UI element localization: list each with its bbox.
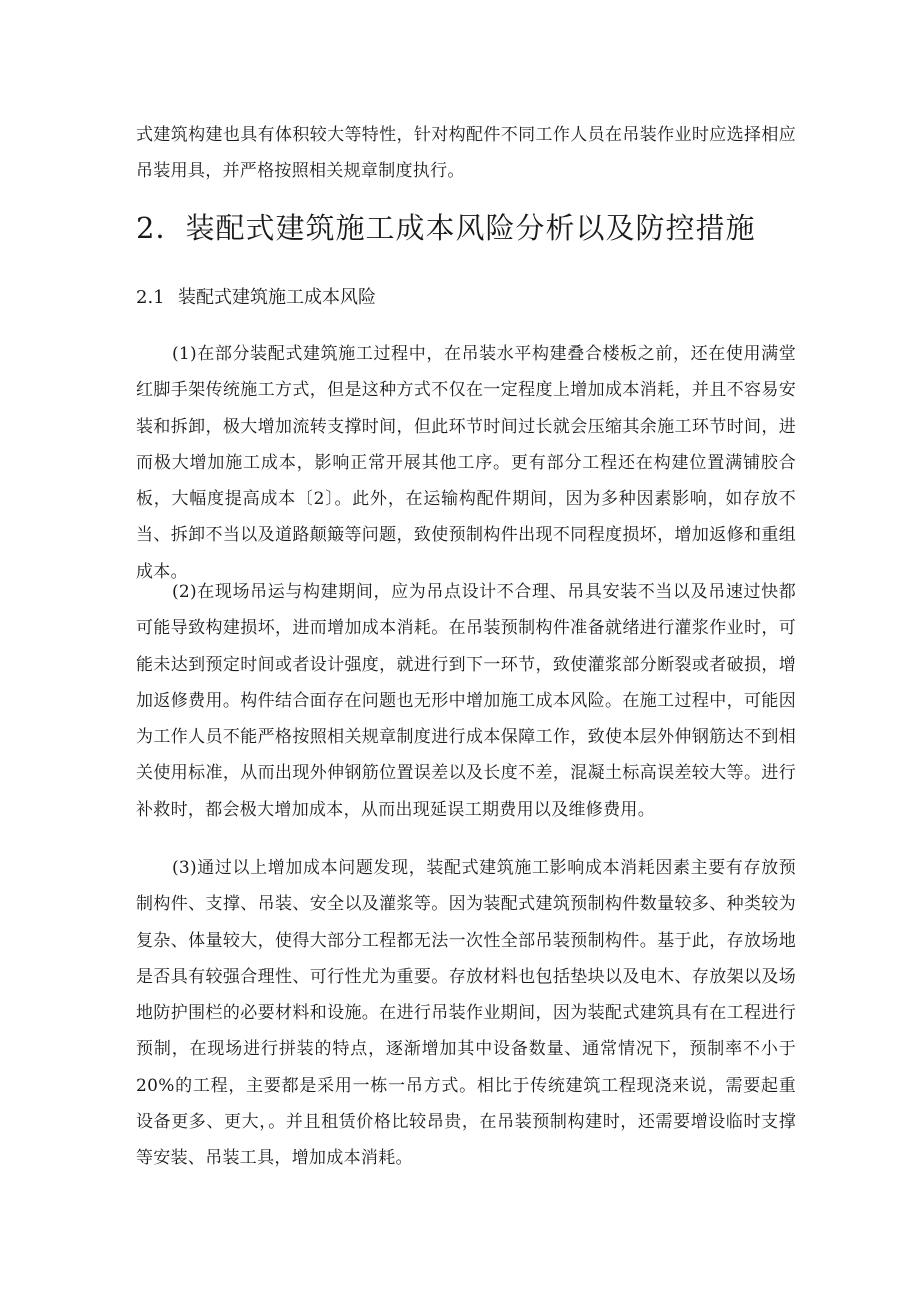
paragraph-3: (3)通过以上增加成本问题发现，装配式建筑施工影响成本消耗因素主要有存放预制构件、支撑、吊装、安全以及灌浆等。因为装配式建筑预制构件数量较多、种类较为复杂、体量较大，使得大部分工程都无法一次性全部吊装预制构件。基于此，存放场地是否具有较强合理性、可行性尤为重要。存放材料也包括垫块以及电木、存放架以及场地防护围栏的必要材料和设施。在进行吊装作业期间，因为装配式建筑具有在工程进行预制，在现场进行拼装的特点，逐渐增加其中设备数量、通常情况下，预制率不小于20%的工程，主要都是采用一栋一吊方式。相比于传统建筑工程现浇来说，需要起重设备更多、更大，。并且租赁价格比较昂贵，在吊装预制构建时，还需要增设临时支撑等安装、吊装工具，增加成本消耗。 (136, 858, 796, 1169)
paragraph-2: (2)在现场吊运与构建期间，应为吊点设计不合理、吊具安装不当以及吊速过快都可能导致构建损坏，进而增加成本消耗。在吊装预制构件准备就绪进行灌浆作业时，可能未达到预定时间或者设计强度，就进行到下一环节，致使灌浆部分断裂或者破损，增加返修费用。构件结合面存在问题也无形中增加施工成本风险。在施工过程中，可能因为工作人员不能严格按照相关规章制度进行成本保障工作，致使本层外伸钢筋达不到相关使用标准，从而出现外伸钢筋位置误差以及长度不差，混凝土标高误差较大等。进行补救时，都会极大增加成本，从而出现延误工期费用以及维修费用。 (136, 582, 796, 820)
paragraph-1: (1)在部分装配式建筑施工过程中，在吊装水平构建叠合楼板之前，还在使用满堂红脚手架传统施工方式，但是这种方式不仅在一定程度上增加成本消耗，并且不容易安装和拆卸，极大增加流转支撑时间，但此环节时间过长就会压缩其余施工环节时间，进而极大增加施工成本，影响正常开展其他工序。更有部分工程还在构建位置满铺胶合板，大幅度提高成本〔2〕。此外，在运输构配件期间，因为多种因素影响，如存放不当、拆卸不当以及道路颠簸等问题，致使预制构件出现不同程度损坏，增加返修和重组成本。 (136, 344, 796, 582)
section-heading: 2．装配式建筑施工成本风险分析以及防控措施 (136, 211, 756, 245)
subsection-number: 2.1 (136, 287, 165, 308)
subsection-title: 装配式建筑施工成本风险 (178, 287, 376, 308)
subsection-heading (136, 283, 376, 309)
continued-paragraph: 式建筑构建也具有体积较大等特性，针对构配件不同工作人员在吊装作业时应选择相应吊装用具，并严格按照相关规章制度执行。 (136, 125, 796, 182)
